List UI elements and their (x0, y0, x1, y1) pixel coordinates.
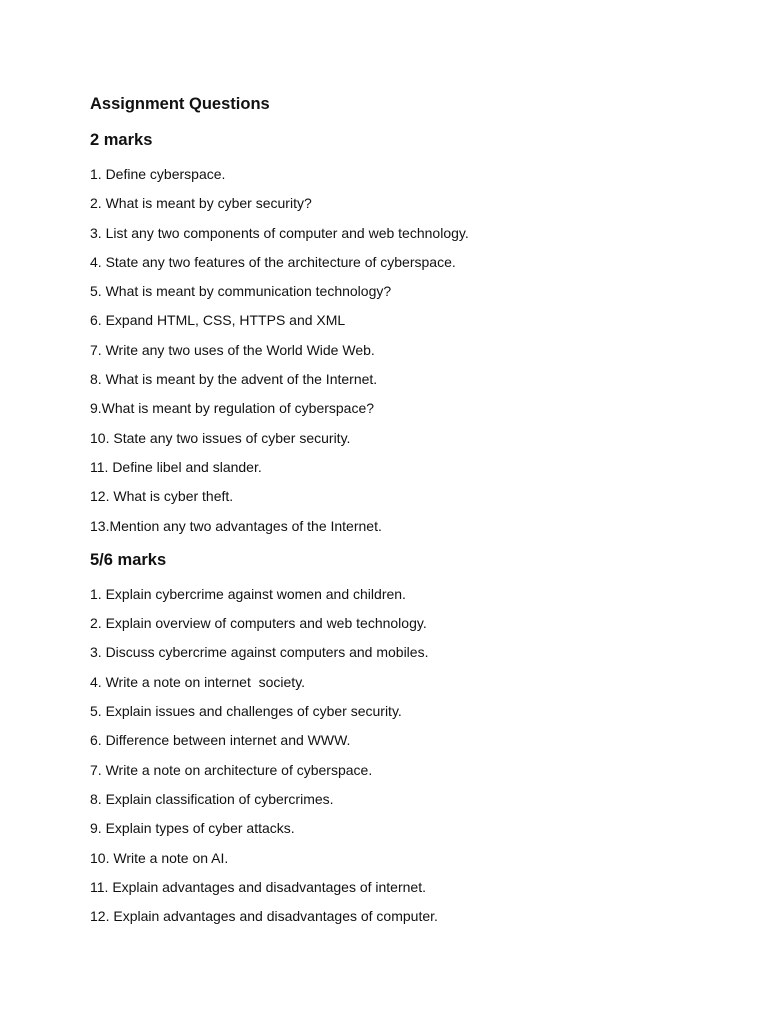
question-item: 7. Write any two uses of the World Wide Web. (90, 341, 375, 358)
question-item: 10. State any two issues of cyber security. (90, 429, 351, 446)
question-item: 4. Write a note on internet society. (90, 673, 306, 690)
question-item: 3. List any two components of computer and web technology. (90, 224, 469, 241)
question-item: 11. Explain advantages and disadvantages of internet. (90, 878, 426, 895)
question-item: 8. Explain classification of cybercrimes. (90, 790, 334, 807)
section-2-marks (90, 129, 710, 545)
section-5-6-marks (90, 549, 710, 936)
question-item: 12. Explain advantages and disadvantages of computer. (90, 908, 438, 925)
question-item: 13.Mention any two advantages of the Internet. (90, 517, 382, 534)
question-item: 10. Write a note on AI. (90, 849, 229, 866)
question-item: 1. Define cyberspace. (90, 166, 226, 182)
page-title: Assignment Questions (90, 95, 270, 113)
question-item: 6. Difference between internet and WWW. (90, 732, 351, 749)
question-item: 2. Explain overview of computers and web technology. (90, 615, 427, 632)
question-item: 3. Discuss cybercrime against computers and mobiles. (90, 644, 429, 661)
question-item: 11. Define libel and slander. (90, 458, 262, 475)
section-heading: 2 marks (90, 131, 153, 149)
question-item: 7. Write a note on architecture of cyberspace. (90, 761, 373, 778)
question-item: 1. Explain cybercrime against women and children. (90, 585, 406, 602)
document-content (90, 93, 710, 935)
question-item: 5. What is meant by communication technology? (90, 283, 392, 300)
question-item: 4. State any two features of the architecture of cyberspace. (90, 253, 456, 270)
question-item: 2. What is meant by cyber security? (90, 195, 312, 212)
question-item: 12. What is cyber theft. (90, 488, 234, 505)
question-item: 9. Explain types of cyber attacks. (90, 820, 295, 837)
question-item: 6. Expand HTML, CSS, HTTPS and XML (90, 312, 346, 329)
section-heading: 5/6 marks (90, 550, 167, 569)
question-item: 8. What is meant by the advent of the Internet. (90, 371, 378, 388)
question-item: 5. Explain issues and challenges of cyber security. (90, 703, 402, 720)
question-list (90, 164, 710, 545)
question-item: 9.What is meant by regulation of cyberspace? (90, 400, 375, 417)
question-list (90, 584, 710, 936)
